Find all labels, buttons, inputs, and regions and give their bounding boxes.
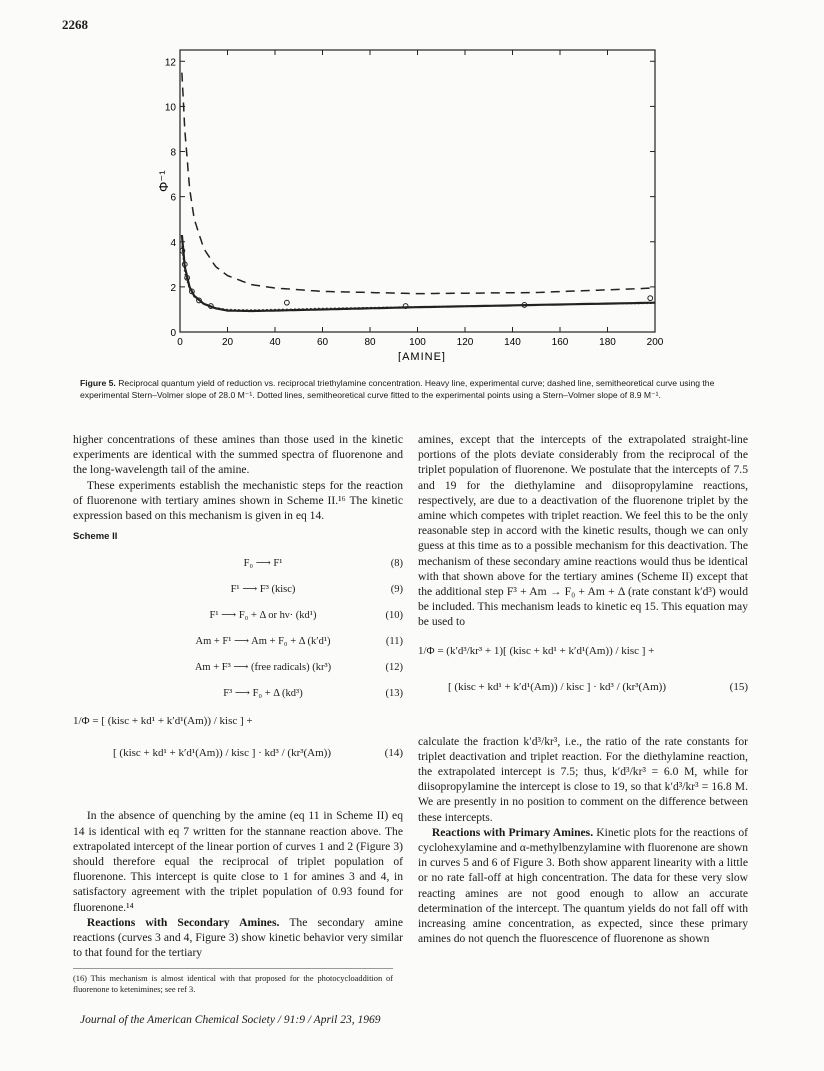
reaction-number: (13) xyxy=(385,688,403,700)
left-paragraph-4 xyxy=(73,915,403,961)
x-tick-label: 60 xyxy=(316,337,329,348)
left-paragraph-3: In the absence of quenching by the amine (eq 11 in Scheme II) eq 14 is identical with eq 7 written for the stannane reaction above. The extrapolated intercept of the linear portion of curves 1 and 2 (Figure 3) should therefore equal the reciprocal of triplet population of fluorenone. This intercept is quite close to 1 for amines 3 and 4, in satisfactory agreement with the triplet population of 0.93 found for fluorenone.¹⁴ xyxy=(73,809,403,914)
x-tick-label: 120 xyxy=(456,337,474,348)
x-tick-label: 0 xyxy=(177,337,183,348)
scheme-reaction xyxy=(73,652,403,678)
x-tick-label: 40 xyxy=(269,337,281,348)
scheme-reaction xyxy=(73,600,403,626)
eq15-number: (15) xyxy=(729,680,748,693)
y-tick-label: 0 xyxy=(170,328,176,339)
x-tick-label: 100 xyxy=(409,337,426,348)
scheme-reaction xyxy=(73,548,403,574)
footnote-16: (16) This mechanism is almost identical with that proposed for the photocycloaddition of fluorenone to ketenimines; see ref 3. xyxy=(73,968,393,995)
x-tick-label: 160 xyxy=(551,337,569,348)
x-axis-label: [AMINE] xyxy=(398,351,446,362)
series-dotted-line xyxy=(182,246,655,310)
section-heading-primary-amines: Reactions with Primary Amines. xyxy=(431,825,594,839)
reaction-number: (11) xyxy=(385,636,403,648)
equation-14 xyxy=(73,710,403,802)
figure-5-chart xyxy=(150,42,690,362)
reaction-number: (12) xyxy=(385,662,403,674)
x-tick-label: 180 xyxy=(599,337,616,348)
data-point xyxy=(648,296,653,301)
eq14-line-2: [ (kisc + kd¹ + k′d¹(Am)) / kisc ] · kd³ / (kr³(Am)) xyxy=(113,747,332,760)
data-point xyxy=(284,300,289,305)
x-tick-label: 80 xyxy=(364,337,376,348)
scheme-title: Scheme II xyxy=(73,531,118,543)
y-tick-label: 4 xyxy=(170,237,176,249)
x-tick-label: 200 xyxy=(646,337,664,348)
reaction-equation: Am + F¹ ⟶ Am + F₀ + Δ (k′d¹) xyxy=(195,636,331,648)
y-tick-label: 8 xyxy=(170,147,176,159)
figure-caption xyxy=(80,378,750,401)
left-column xyxy=(73,432,403,995)
section-heading-secondary-amines: Reactions with Secondary Amines. xyxy=(86,915,280,929)
equation-15 xyxy=(418,636,748,728)
x-tick-label: 140 xyxy=(504,337,521,348)
left-paragraph-1: higher concentrations of these amines than those used in the kinetic experiments are identical with the summed spectra of fluorenone and the long-wavelength tail of the amine. xyxy=(73,433,403,477)
right-paragraph-2: calculate the fraction k′d³/kr³, i.e., the ratio of the rate constants for triplet deactivation and triplet reaction. For the diethylamine reaction, the extrapolated intercept is 7.5; thus, k′d³/kr³ = 6.0 M, while for diisopropylamine the intercept is close to 19, so that k′d³/kr³ = 16.8 M. We are presently in no position to comment on the difference between these intercepts. xyxy=(418,734,748,824)
y-tick-label: 6 xyxy=(170,192,176,204)
right-column xyxy=(418,432,748,946)
left-paragraph-2: These experiments establish the mechanistic steps for the reaction of fluorenone with tertiary amines shown in Scheme II.¹⁶ The kinetic expression based on this mechanism is given in eq 14. xyxy=(73,478,403,523)
reaction-equation: F¹ ⟶ F₀ + Δ or hν· (kd¹) xyxy=(209,610,317,622)
right-paragraph-1: amines, except that the intercepts of the extrapolated straight-line portions of the plots deviate considerably from the reciprocal of the triplet population of fluorenone. We postulate that the intercepts of 7.5 and 19 for the diethylamine and diisopropylamine reactions, respectively, are due to a deactivation of the fluorenone triplet by the amine which competes with triplet reaction. We feel this to be the only reasonable step in accord with the kinetic results, though we can only guess at this time as to a possible mechanism for this deactivation. The mechanism of these secondary amine reactions would thus be identical with that shown above for the tertiary amines (Scheme II) except that the additional step F³ + Am → F₀ + Am + Δ (rate constant k′d³) would be included. This mechanism leads to kinetic eq 15. This equation may be used to xyxy=(418,433,748,629)
plot-frame xyxy=(180,50,655,332)
y-tick-label: 2 xyxy=(170,282,176,294)
reaction-equation: Am + F³ ⟶ (free radicals) (kr³) xyxy=(194,662,332,674)
reaction-number: (8) xyxy=(390,558,403,570)
y-tick-label: 12 xyxy=(164,57,176,69)
reaction-equation: F₀ ⟶ F¹ xyxy=(243,558,283,570)
caption-text: Reciprocal quantum yield of reduction vs. reciprocal triethylamine concentration. Heavy line, experimental curve; dashed line, semitheoretical curve using the experimental Stern–Volmer slope of 28.0 M⁻¹. Dotted lines, semitheoretical curve fitted to the experimental points using a Stern–Volmer slope of 8.9 M⁻¹. xyxy=(80,378,715,400)
caption-label: Figure 5. xyxy=(80,378,116,388)
scheme-ii xyxy=(73,548,403,704)
y-axis-label: Φ⁻¹ xyxy=(156,170,171,192)
scheme-reaction xyxy=(73,574,403,600)
page-number: 2268 xyxy=(62,17,88,32)
left-paragraph-4-text: The secondary amine reactions (curves 3 and 4, Figure 3) show kinetic behavior very similar to that found for the tertiary xyxy=(73,915,403,960)
scheme-reaction xyxy=(73,626,403,652)
eq15-line-1: 1/Φ = (k′d³/kr³ + 1)[ (kisc + kd¹ + k′d¹(Am)) / kisc ] + xyxy=(418,644,655,657)
y-tick-label: 10 xyxy=(164,102,176,114)
right-paragraph-3 xyxy=(418,825,748,947)
reaction-number: (9) xyxy=(390,584,403,596)
journal-footer: Journal of the American Chemical Society / 91:9 / April 23, 1969 xyxy=(80,1014,381,1026)
right-paragraph-3-text: Kinetic plots for the reactions of cyclohexylamine and α-methylbenzylamine with fluorenone are shown in curves 5 and 6 of Figure 3. Both show apparent linearity with a little or no rate fall-off at high concentration. The data for these very slow reacting amines are not good enough to allow an accurate determination of the intercept. The quantum yields do not fall off with increasing amine concentration, as expected, since these primary amines do not quench the fluorescence of fluorenone as shown xyxy=(418,825,749,946)
eq15-line-2: [ (kisc + kd¹ + k′d¹(Am)) / kisc ] · kd³ / (kr³(Am)) xyxy=(448,680,667,693)
eq14-number: (14) xyxy=(384,747,403,760)
eq14-line-1: 1/Φ = [ (kisc + kd¹ + k′d¹(Am)) / kisc ] + xyxy=(73,715,253,728)
series-solid-line xyxy=(182,235,655,311)
series-dashed-line xyxy=(182,73,655,294)
reaction-number: (10) xyxy=(385,610,403,622)
x-tick-label: 20 xyxy=(221,337,234,348)
reaction-equation: F³ ⟶ F₀ + Δ (kd³) xyxy=(223,688,303,700)
reaction-equation: F¹ ⟶ F³ (kisc) xyxy=(230,584,296,596)
scheme-reaction xyxy=(73,678,403,704)
